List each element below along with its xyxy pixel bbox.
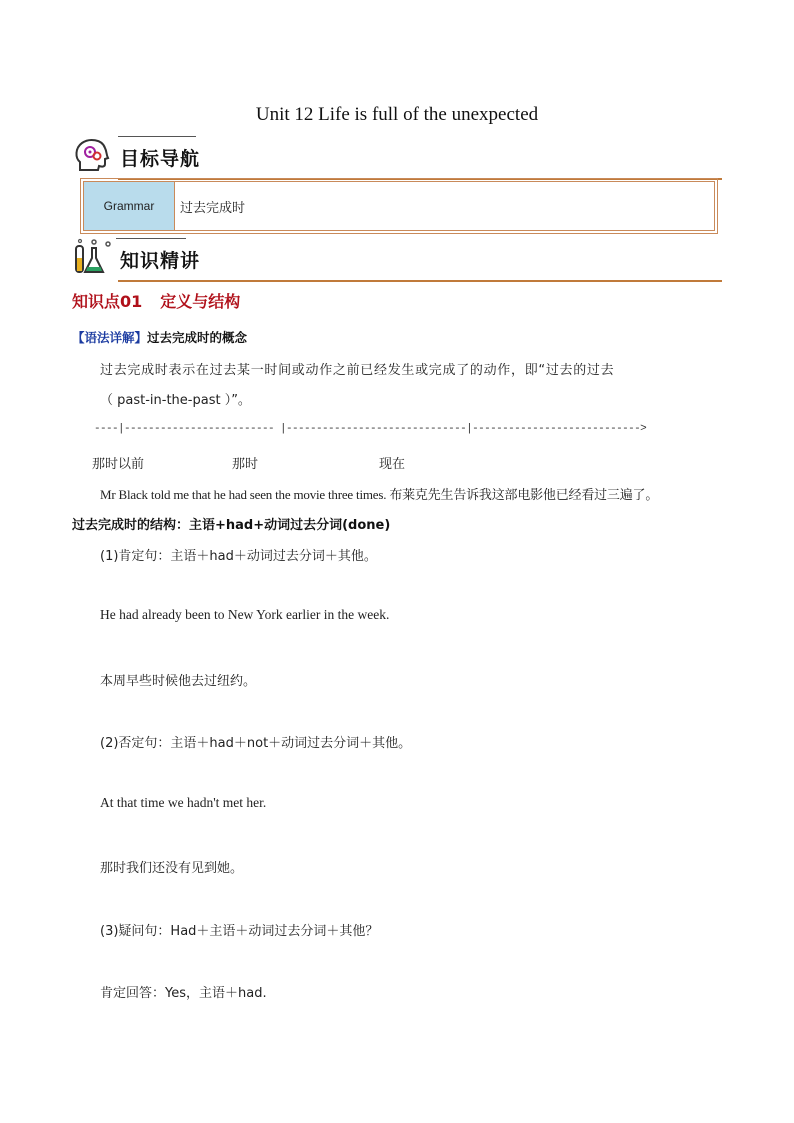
knowledge-point-heading <box>72 289 240 312</box>
detail-bracket-label: 【语法详解】 <box>72 330 148 345</box>
definition-line-2: （ past-in-the-past ）”。 <box>100 393 251 408</box>
lab-flask-icon <box>72 238 112 278</box>
list-item: 本周早些时候他去过纽约。 <box>100 674 257 689</box>
list-item: (3)疑问句：Had＋主语＋动词过去分词＋其他？ <box>100 924 379 939</box>
timeline-label-now: 现在 <box>379 457 406 472</box>
section-title: 目标导航 <box>120 148 201 170</box>
list-item: 那时我们还没有见到她。 <box>100 861 244 876</box>
example-sentence: Mr Black told me that he had seen the movie three times. 布莱克先生告诉我这部电影他已经看过三遍了。 <box>100 487 659 502</box>
timeline-label-before: 那时以前 <box>92 457 145 472</box>
goal-table <box>80 178 718 234</box>
table-cell-content: 过去完成时 <box>180 200 246 216</box>
page-title: Unit 12 Life is full of the unexpected <box>255 104 539 125</box>
list-item: He had already been to New York earlier in the week. <box>100 607 390 622</box>
header-top-rule <box>118 136 196 137</box>
structure-heading: 过去完成时的结构：主语+had+动词过去分词(done) <box>72 518 391 533</box>
header-top-rule <box>116 238 186 239</box>
detail-text: 过去完成时的概念 <box>147 330 248 345</box>
list-item: At that time we hadn't met her. <box>100 795 267 810</box>
head-gears-icon <box>72 136 112 176</box>
timeline-label-then: 那时 <box>232 457 259 472</box>
knowledge-point-number: 知识点01 <box>72 292 143 311</box>
knowledge-point-title: 定义与结构 <box>160 292 241 311</box>
section-header-goals <box>72 136 722 180</box>
section-title: 知识精讲 <box>120 250 201 272</box>
timeline-line: ----|------------------------- |------------------------------|----------------------------> <box>94 423 647 435</box>
table-cell-topic: Grammar <box>84 182 175 230</box>
grammar-detail-heading <box>72 328 247 346</box>
list-item: 肯定回答：Yes，主语＋had. <box>100 986 267 1001</box>
list-item: (1)肯定句：主语＋had＋动词过去分词＋其他。 <box>100 549 377 564</box>
definition-line-1: 过去完成时表示在过去某一时间或动作之前已经发生或完成了的动作，即“过去的过去 <box>100 363 615 378</box>
section-header-knowledge <box>72 238 722 282</box>
section-rule <box>118 280 722 282</box>
list-item: (2)否定句：主语＋had＋not＋动词过去分词＋其他。 <box>100 736 412 751</box>
